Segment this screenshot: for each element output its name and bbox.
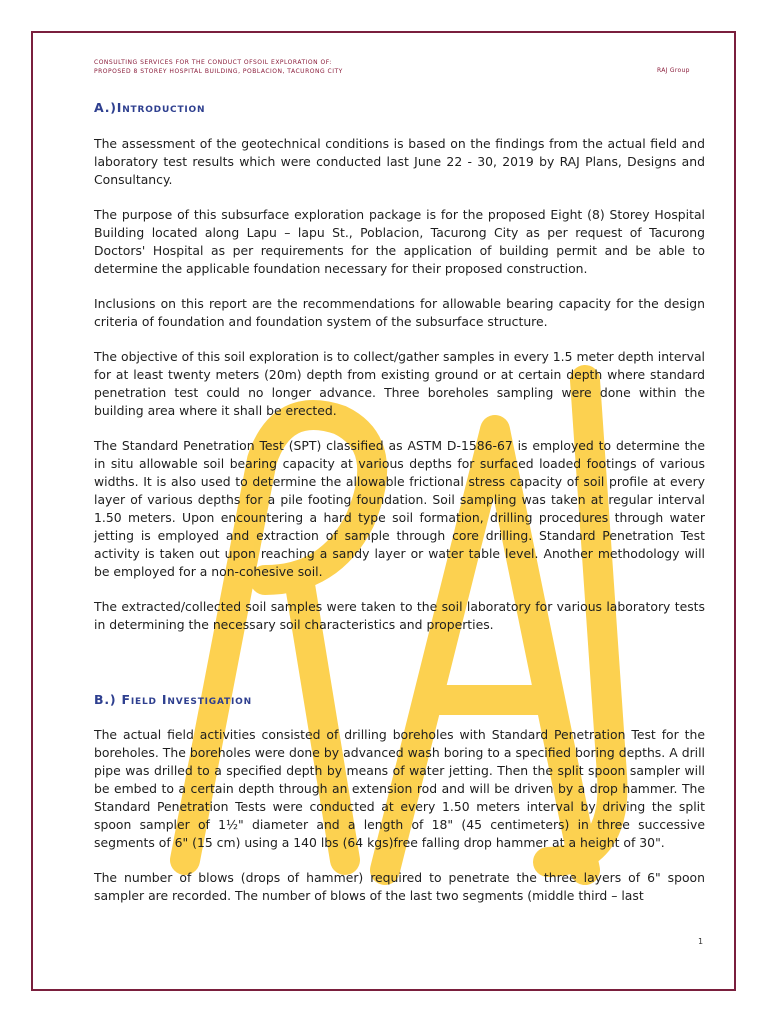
section-a-paragraph: The Standard Penetration Test (SPT) classified as ASTM D-1586-67 is employed to determine the in situ allowable soil bearing capacity at various depths for surfaced loaded footings of various widths. It is also used to determine the allowable frictional stress capacity of soil profile at every layer of various depths for a pile footing foundation. Soil sampling was taken at regular interval 1.50 meters. Upon encountering a hard type soil formation, drilling procedures through water jetting is employed and extraction of sample through core drilling. Standard Penetration Test activity is taken out upon reaching a sandy layer or water table level. Another methodology will be employed for a non-cohesive soil. <box>94 438 705 579</box>
section-a-paragraph: The purpose of this subsurface exploration package is for the proposed Eight (8) Storey Hospital Building located along Lapu – lapu St., Poblacion, Tacurong City as per request of Tacurong Doctors' Hospital as per requirements for the application of building permit and be able to determine the applicable foundation necessary for their proposed construction. <box>94 207 705 276</box>
section-b-body <box>94 726 705 922</box>
page-number: 1 <box>698 937 704 946</box>
document-header <box>94 58 343 76</box>
section-a-body <box>94 135 705 651</box>
header-company: RAJ Group <box>657 67 690 74</box>
section-b-paragraph: The number of blows (drops of hammer) required to penetrate the three layers of 6" spoon sampler are recorded. The number of blows of the last two segments (middle third – last <box>94 870 705 903</box>
section-b-paragraph: The actual field activities consisted of drilling boreholes with Standard Penetration Test for the boreholes. The boreholes were done by advanced wash boring to a specified boring depths. A drill pipe was drilled to a specified depth by means of water jetting. Then the split spoon sampler will be embed to a certain depth through an extension rod and will be driven by a drop hammer. The Standard Penetration Tests were conducted at every 1.50 meters interval by driving the split spoon sampler of 1½" diameter and a length of 18" (45 centimeters) in three successive segments of 6" (15 cm) using a 140 lbs (64 kgs)free falling drop hammer at a height of 30". <box>94 727 705 850</box>
section-a-paragraph: The assessment of the geotechnical conditions is based on the findings from the actual field and laboratory test results which were conducted last June 22 - 30, 2019 by RAJ Plans, Designs and Consultancy. <box>94 136 705 187</box>
header-line-1: CONSULTING SERVICES FOR THE CONDUCT OFSOIL EXPLORATION OF: <box>94 59 332 66</box>
section-b-title: B.) Field Investigation <box>94 692 252 707</box>
section-a-paragraph: The extracted/collected soil samples were taken to the soil laboratory for various laboratory tests in determining the necessary soil characteristics and properties. <box>94 599 705 632</box>
section-a-paragraph: The objective of this soil exploration is to collect/gather samples in every 1.5 meter depth interval for at least twenty meters (20m) depth from existing ground or at certain depth where standard penetration test could no longer advance. Three boreholes sampling were done within the building area where it shall be erected. <box>94 349 705 418</box>
section-a-title: A.)Introduction <box>94 100 206 115</box>
header-line-2: PROPOSED 8 STOREY HOSPITAL BUILDING, POBLACION, TACURONG CITY <box>94 68 343 75</box>
section-a-paragraph: Inclusions on this report are the recommendations for allowable bearing capacity for the design criteria of foundation and foundation system of the subsurface structure. <box>94 296 705 329</box>
